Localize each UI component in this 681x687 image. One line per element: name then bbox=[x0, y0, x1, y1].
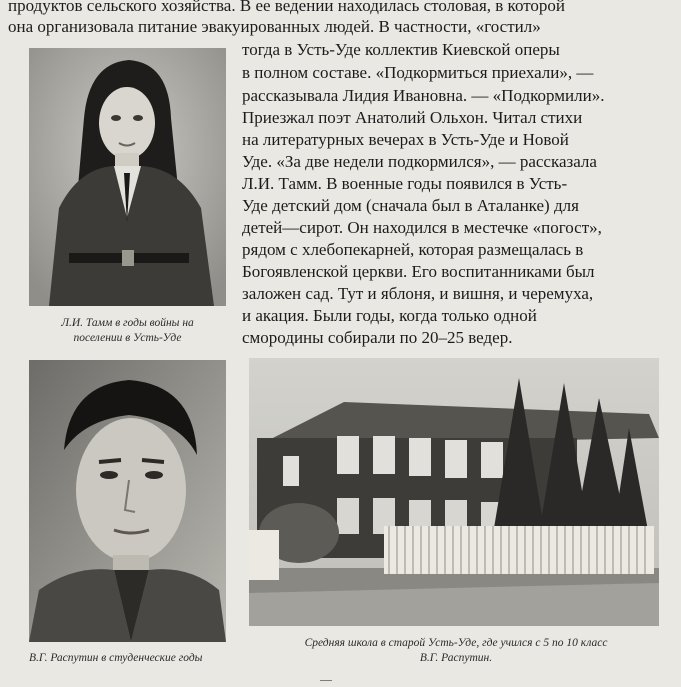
caption-line: В.Г. Распутин в студенческие годы bbox=[29, 652, 203, 664]
caption-line: Л.И. Тамм в годы войны на bbox=[61, 317, 194, 329]
portrait-woman-image bbox=[29, 48, 226, 306]
photo-rasputin bbox=[29, 360, 226, 642]
text-line: Богоявленской церкви. Его воспитанниками был bbox=[242, 262, 595, 281]
text-line: тогда в Усть-Уде коллектив Киевской оперы bbox=[242, 40, 560, 59]
text-line: рассказывала Лидия Ивановна. — «Подкормили». bbox=[242, 86, 605, 105]
text-line: и акация. Были годы, когда только одной bbox=[242, 306, 537, 325]
caption-school bbox=[256, 636, 656, 666]
text-line: смородины собирали по 20–25 ведер. bbox=[242, 328, 513, 347]
caption-tamm bbox=[29, 316, 226, 346]
text-line: на литературных вечерах в Усть-Уде и Новой bbox=[242, 130, 569, 149]
caption-line: поселении в Усть-Уде bbox=[73, 332, 182, 344]
photo-tamm bbox=[29, 48, 226, 306]
text-line: Приезжал поэт Анатолий Ольхон. Читал стихи bbox=[242, 108, 583, 127]
text-line: продуктов сельского хозяйства. В ее ведении находилась столовая, в которой bbox=[8, 0, 566, 15]
school-building-image bbox=[249, 358, 659, 626]
caption-line: В.Г. Распутин. bbox=[419, 652, 493, 664]
photo-school bbox=[249, 358, 659, 626]
text-line: она организовала питание эвакуированных людей. В частности, «гостил» bbox=[8, 17, 541, 36]
caption-line: Средняя школа в старой Усть-Уде, где учился с 5 по 10 класс bbox=[304, 637, 608, 649]
text-line: в полном составе. «Подкормиться приехали», — bbox=[242, 63, 594, 82]
text-line: Уде. «За две недели подкормился», — рассказала bbox=[242, 152, 597, 171]
caption-rasputin bbox=[29, 651, 249, 666]
portrait-man-image bbox=[29, 360, 226, 642]
text-line: Л.И. Тамм. В военные годы появился в Усть- bbox=[242, 174, 568, 193]
text-line: детей—сирот. Он находился в местечке «погост», bbox=[242, 218, 602, 237]
text-line: заложен сад. Тут и яблоня, и вишня, и черемуха, bbox=[242, 284, 594, 303]
text-line: рядом с хлебопекарней, которая размещалась в bbox=[242, 240, 584, 259]
text-line: Уде детский дом (сначала был в Аталанке) для bbox=[242, 196, 579, 215]
page-number-fragment: — bbox=[320, 672, 332, 686]
